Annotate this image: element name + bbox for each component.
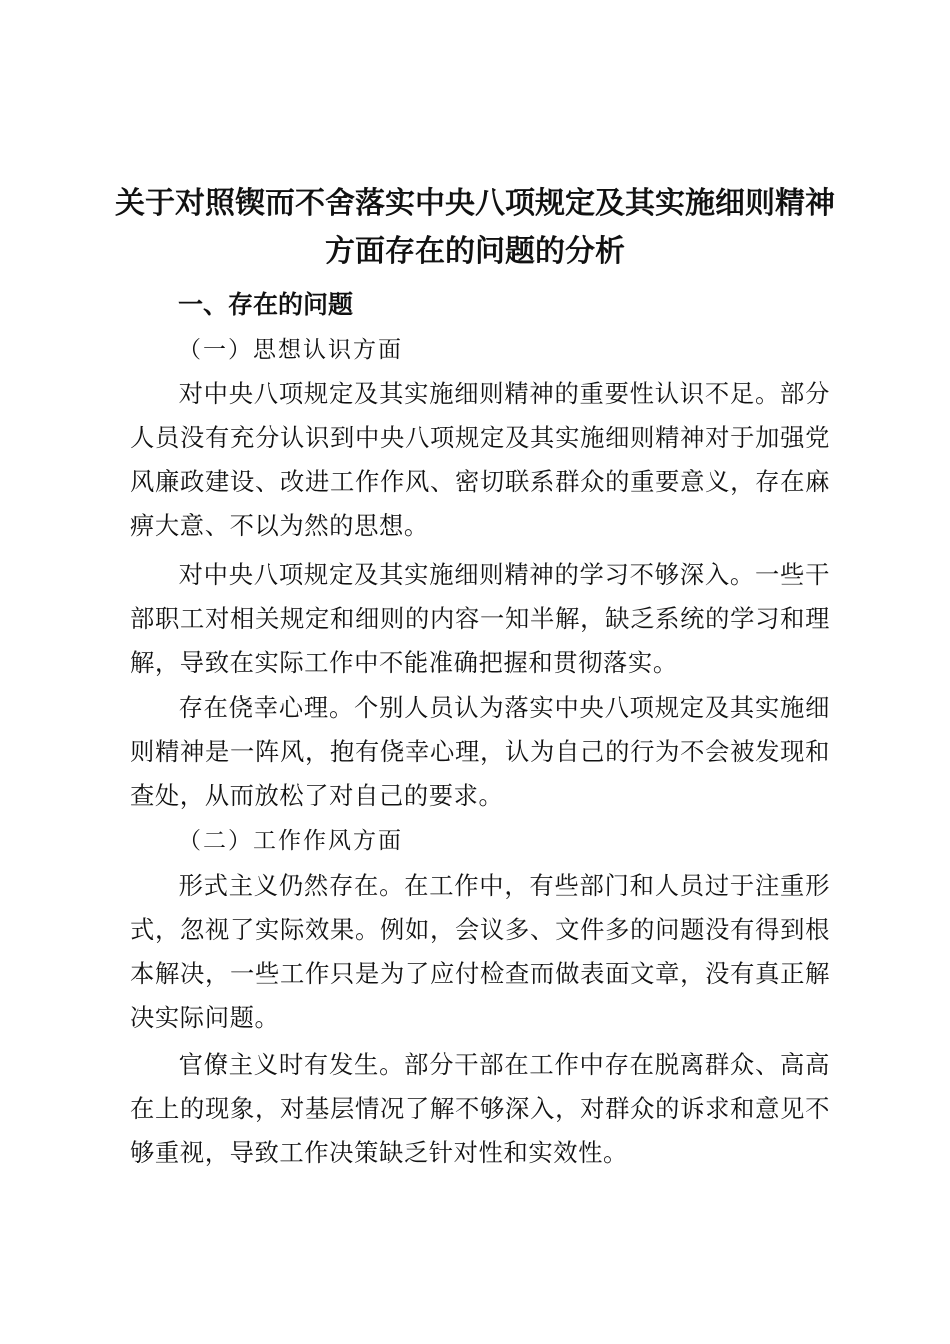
subsection-heading-work-style: （二）工作作风方面 bbox=[178, 828, 403, 854]
document-title bbox=[100, 180, 850, 276]
paragraph: 形式主义仍然存在。在工作中，有些部门和人员过于注重形式，忽视了实际效果。例如，会议多、文件多的问题没有得到根本解决，一些工作只是为了应付检查而做表面文章，没有真正解决实际问题。 bbox=[130, 871, 830, 1032]
title-line-1: 关于对照锲而不舍落实中央八项规定及其实施细则精神 bbox=[115, 186, 835, 221]
paragraph: 对中央八项规定及其实施细则精神的重要性认识不足。部分人员没有充分认识到中央八项规定及其实施细则精神对于加强党风廉政建设、改进工作作风、密切联系群众的重要意义，存在麻痹大意、不以为然的思想。 bbox=[130, 379, 830, 540]
paragraph: 存在侥幸心理。个别人员认为落实中央八项规定及其实施细则精神是一阵风，抱有侥幸心理，认为自己的行为不会被发现和查处，从而放松了对自己的要求。 bbox=[130, 693, 830, 810]
paragraph: 官僚主义时有发生。部分干部在工作中存在脱离群众、高高在上的现象，对基层情况了解不够深入，对群众的诉求和意见不够重视，导致工作决策缺乏针对性和实效性。 bbox=[130, 1050, 830, 1167]
section-heading: 一、存在的问题 bbox=[178, 290, 354, 319]
title-line-2: 方面存在的问题的分析 bbox=[325, 234, 625, 269]
paragraph: 对中央八项规定及其实施细则精神的学习不够深入。一些干部职工对相关规定和细则的内容一知半解，缺乏系统的学习和理解，导致在实际工作中不能准确把握和贯彻落实。 bbox=[130, 560, 830, 677]
subsection-heading-thinking: （一）思想认识方面 bbox=[178, 337, 403, 363]
